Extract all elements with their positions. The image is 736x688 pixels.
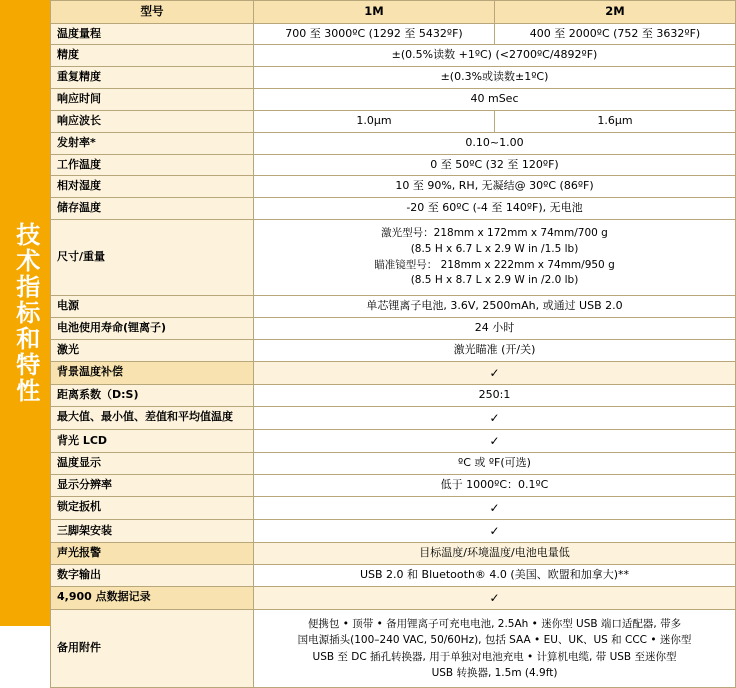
row-label: 背光 LCD — [51, 429, 254, 452]
row-label: 发射率* — [51, 132, 254, 154]
row-value: ±(0.5%读数 +1ºC) (<2700ºC/4892ºF) — [254, 45, 736, 67]
row-value-line: (8.5 H x 6.7 L x 2.9 W in /1.5 lb) — [410, 242, 579, 255]
table-header-row — [51, 1, 736, 24]
row-value: ✓ — [254, 586, 736, 609]
row-label: 声光报警 — [51, 543, 254, 565]
table-row — [51, 496, 736, 519]
table-row — [51, 110, 736, 132]
row-value: 目标温度/环境温度/电池电量低 — [254, 543, 736, 565]
row-value-line: 瞄准镜型号： 218mm x 222mm x 74mm/950 g — [374, 258, 615, 271]
row-value-line: 激光型号：218mm x 172mm x 74mm/700 g — [381, 227, 608, 240]
table-row — [51, 23, 736, 45]
table-row — [51, 474, 736, 496]
side-band — [0, 0, 50, 626]
row-value-multiline — [254, 609, 736, 687]
table-row — [51, 89, 736, 111]
row-label: 储存温度 — [51, 198, 254, 220]
header-col-2m: 2M — [495, 1, 736, 24]
row-label: 电池使用寿命(锂离子) — [51, 317, 254, 339]
row-value-1m: 1.0μm — [254, 110, 495, 132]
row-value: USB 2.0 和 Bluetooth® 4.0 (美国、欧盟和加拿大)** — [254, 564, 736, 586]
header-model-label: 型号 — [51, 1, 254, 24]
table-row — [51, 339, 736, 361]
row-label: 尺寸/重量 — [51, 220, 254, 296]
table-row — [51, 132, 736, 154]
table-row — [51, 317, 736, 339]
spec-table-area — [50, 0, 736, 679]
row-value: ✓ — [254, 429, 736, 452]
row-value-2m: 400 至 2000ºC (752 至 3632ºF) — [495, 23, 736, 45]
table-row — [51, 176, 736, 198]
row-value: ✓ — [254, 361, 736, 384]
table-row — [51, 198, 736, 220]
row-value: ºC 或 ºF(可选) — [254, 453, 736, 475]
table-row — [51, 361, 736, 384]
row-label: 距离系数（D:S) — [51, 384, 254, 406]
row-label: 重复精度 — [51, 67, 254, 89]
row-label: 4,900 点数据记录 — [51, 586, 254, 609]
row-value: 激光瞄准 (开/关) — [254, 339, 736, 361]
table-row — [51, 519, 736, 542]
row-value-line: 便携包 • 顶带 • 备用锂离子可充电电池, 2.5Ah • 迷你型 USB 端口适配器, 带多 — [307, 617, 682, 630]
row-label: 数字输出 — [51, 564, 254, 586]
row-label: 响应时间 — [51, 89, 254, 111]
table-row — [51, 543, 736, 565]
side-band-label: 技术指标和特性 — [11, 222, 40, 404]
table-row — [51, 154, 736, 176]
row-value-multiline — [254, 220, 736, 296]
table-row — [51, 564, 736, 586]
table-row — [51, 429, 736, 452]
row-label: 激光 — [51, 339, 254, 361]
table-row — [51, 609, 736, 687]
row-label: 三脚架安装 — [51, 519, 254, 542]
row-label: 精度 — [51, 45, 254, 67]
row-value: -20 至 60ºC (-4 至 140ºF), 无电池 — [254, 198, 736, 220]
row-value-line: USB 至 DC 插孔转换器, 用于单独对电池充电 • 计算机电缆, 带 USB 至迷你型 — [312, 650, 677, 663]
table-row — [51, 45, 736, 67]
spec-table-body — [51, 1, 736, 688]
row-label: 温度量程 — [51, 23, 254, 45]
row-label: 背景温度补偿 — [51, 361, 254, 384]
table-row — [51, 586, 736, 609]
row-value: 0 至 50ºC (32 至 120ºF) — [254, 154, 736, 176]
row-value: 24 小时 — [254, 317, 736, 339]
row-value: 40 mSec — [254, 89, 736, 111]
row-value: ✓ — [254, 406, 736, 429]
table-row — [51, 220, 736, 296]
row-label: 响应波长 — [51, 110, 254, 132]
row-value-1m: 700 至 3000ºC (1292 至 5432ºF) — [254, 23, 495, 45]
row-value-line: 国电源插头(100–240 VAC, 50/60Hz), 包括 SAA • EU、UK、US 和 CCC • 迷你型 — [297, 634, 692, 647]
row-label: 电源 — [51, 296, 254, 318]
row-value: 250:1 — [254, 384, 736, 406]
row-label: 备用附件 — [51, 609, 254, 687]
row-value: ✓ — [254, 496, 736, 519]
table-row — [51, 384, 736, 406]
header-col-1m: 1M — [254, 1, 495, 24]
table-row — [51, 67, 736, 89]
row-label: 锁定扳机 — [51, 496, 254, 519]
row-value: 10 至 90%, RH, 无凝结@ 30ºC (86ºF) — [254, 176, 736, 198]
row-value: 低于 1000ºC：0.1ºC — [254, 474, 736, 496]
row-value-2m: 1.6μm — [495, 110, 736, 132]
table-row — [51, 406, 736, 429]
row-label: 显示分辨率 — [51, 474, 254, 496]
spec-table — [50, 0, 736, 688]
row-value: ✓ — [254, 519, 736, 542]
row-value-line: (8.5 H x 8.7 L x 2.9 W in /2.0 lb) — [410, 274, 579, 287]
row-label: 工作温度 — [51, 154, 254, 176]
row-value: 0.10~1.00 — [254, 132, 736, 154]
table-row — [51, 453, 736, 475]
row-value-line: USB 转换器, 1.5m (4.9ft) — [431, 666, 558, 679]
row-label: 温度显示 — [51, 453, 254, 475]
row-label: 最大值、最小值、差值和平均值温度 — [51, 406, 254, 429]
row-label: 相对湿度 — [51, 176, 254, 198]
row-value: ±(0.3%或读数±1ºC) — [254, 67, 736, 89]
row-value: 单芯锂离子电池, 3.6V, 2500mAh, 或通过 USB 2.0 — [254, 296, 736, 318]
table-row — [51, 296, 736, 318]
